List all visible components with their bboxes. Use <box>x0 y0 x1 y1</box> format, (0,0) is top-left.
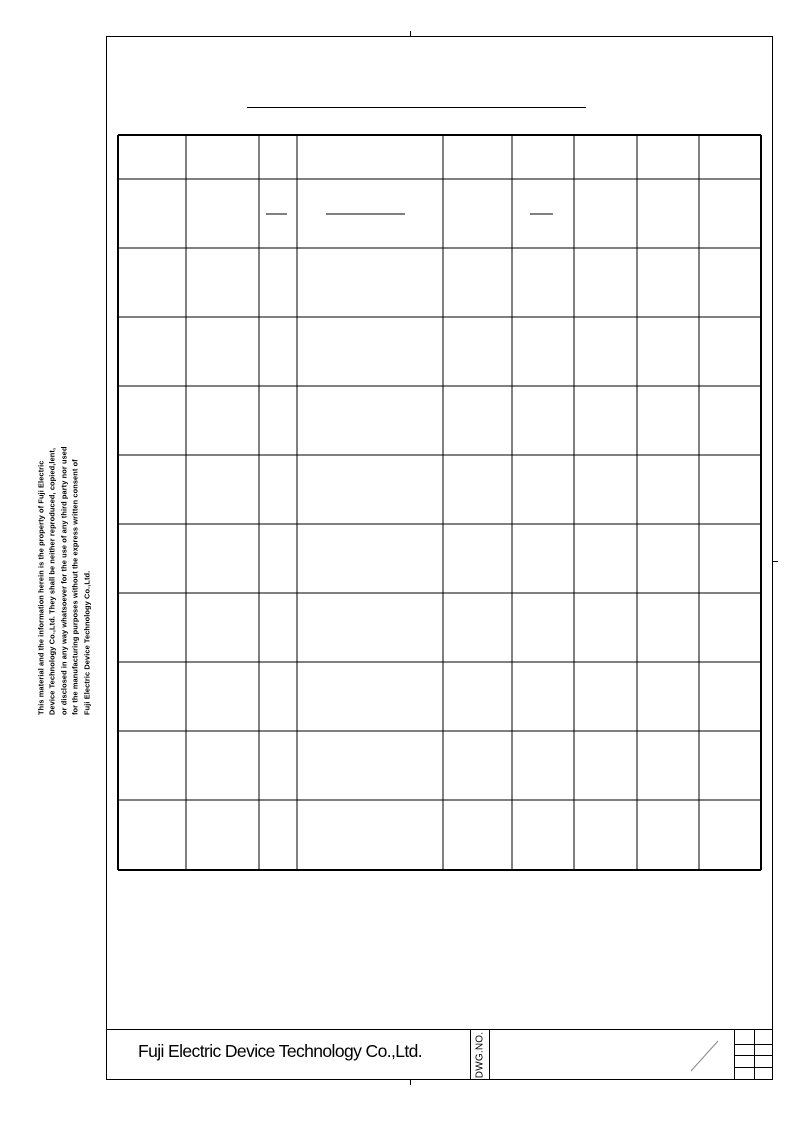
notice-line-2: Device Technology Co.,Ltd. They shall be neither reproduced, copied,lent, <box>47 447 57 715</box>
spec-table-grid <box>117 134 763 872</box>
diagonal-slash-mark <box>690 1040 720 1072</box>
confidentiality-notice <box>14 385 114 715</box>
notice-line-4: for the manufacturing purposes without the express written consent of <box>70 459 80 715</box>
right-center-mark <box>773 561 778 562</box>
drawing-number-label-box <box>470 1029 490 1080</box>
bottom-center-mark <box>410 1080 411 1085</box>
company-name: Fuji Electric Device Technology Co.,Ltd. <box>138 1041 423 1061</box>
notice-line-1: This material and the information herein is the property of Fuji Electric <box>36 460 46 715</box>
revision-grid <box>734 1029 774 1080</box>
spec-table <box>117 134 763 872</box>
notice-line-3: or disclosed in any way whatsoever for the use of any third party nor used <box>59 446 69 715</box>
notice-line-5: Fuji Electric Device Technology Co.,Ltd. <box>82 570 92 715</box>
top-center-mark <box>410 31 411 37</box>
drawing-number-label: DWG.NO. <box>474 1031 486 1078</box>
title-block-border <box>106 1029 773 1030</box>
title-line <box>247 107 586 108</box>
